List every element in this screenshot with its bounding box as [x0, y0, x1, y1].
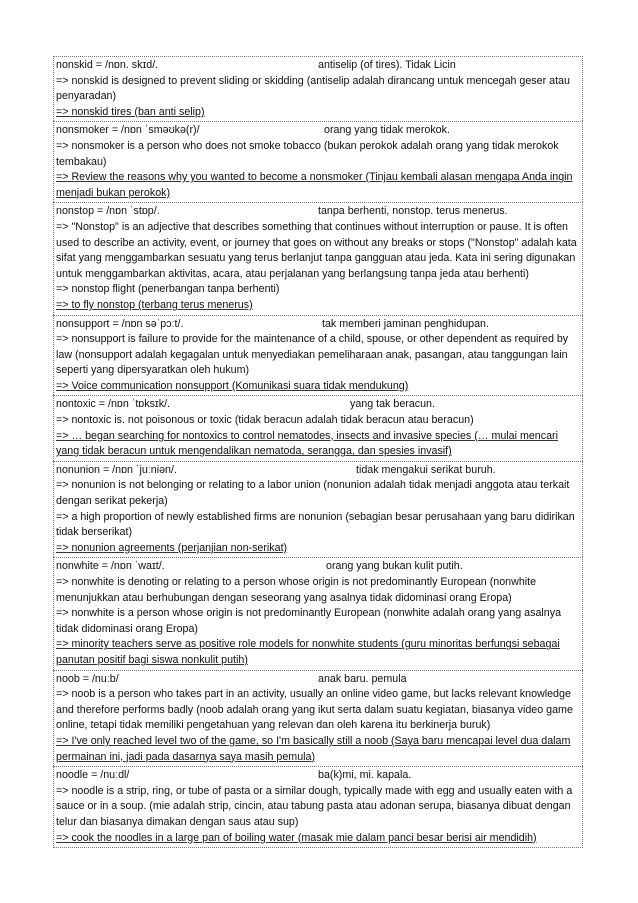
entry-example: => nonwhite is a person whose origin is not predominantly European (nonwhite adalah orang yang asalnya tidak didominasi orang Eropa): [56, 607, 562, 635]
entry-example: => nonunion is not belonging or relating to a labor union (nonunion adalah tidak menjadi anggota atau terkait dengan serikat pekerja): [56, 479, 570, 508]
entry-headword: nonunion = /nɒn ˈjuːniən/.: [56, 463, 177, 476]
entry-translation: tanpa berhenti, nonstop. terus menerus.: [318, 205, 508, 218]
entry-example: => nonwhite is denoting or relating to a person whose origin is not predominantly European (nonwhite menunjukkan atau berhubungan dengan seseorang yang asalnya tidak didominasi orang Eropa): [56, 576, 537, 604]
entry-headword: nonskid = /nɒn. skɪd/.: [56, 59, 159, 71]
entry-example: => noodle is a strip, ring, or tube of pasta or a similar dough, typically made with egg and usually eaten with a sauce or in a soup. (mie adalah strip, cincin, atau tabung pasta atau adonan serupa, biasanya dibuat dengan telur dan biasanya dimakan dengan saus atau sup): [56, 784, 573, 828]
entry-example: => nonstop flight (penerbangan tanpa berhenti): [56, 283, 280, 296]
entry-example: => … began searching for nontoxics to control nematodes, insects and invasive species (… mulai mencari yang tidak beracun untuk mengendalikan nematoda, serangga, dan spesies invasif): [56, 429, 558, 458]
dictionary-entry: [53, 557, 583, 669]
entry-translation: tidak mengakui serikat buruh.: [356, 463, 496, 476]
dictionary-page: [53, 56, 583, 848]
entry-example: => a high proportion of newly established firms are nonunion (sebagian besar perusahaan yang baru didirikan tidak berserikat): [56, 510, 575, 539]
dictionary-entry: [53, 315, 583, 396]
entry-headword: nonsupport = /nɒn səˈpɔːt/.: [56, 317, 184, 330]
entry-headword: noodle = /nuːdl/: [56, 769, 130, 782]
entry-example: => nonsmoker is a person who does not smoke tobacco (bukan perokok adalah orang yang tidak merokok tembakau): [56, 139, 559, 168]
entry-headline: [56, 397, 580, 413]
entry-headword: nonwhite = /nɒn ˈwaɪt/.: [56, 560, 165, 573]
entry-headword: nonsmoker = /nɒn ˈsməʊkə(r)/: [56, 124, 200, 137]
entry-headline: [56, 123, 580, 139]
entry-example: => nonskid tires (ban anti selip): [56, 105, 205, 118]
entry-translation: ba(k)mi, mi. kapala.: [318, 769, 412, 782]
entry-translation: yang tak beracun.: [350, 398, 435, 411]
entry-headword: nontoxic = /nɒn ˈtɒksɪk/.: [56, 398, 171, 411]
entry-headline: [56, 672, 580, 688]
dictionary-entry: [53, 766, 583, 848]
entry-headline: [56, 463, 580, 479]
entry-example: => nonskid is designed to prevent sliding or skidding (antiselip adalah dirancang untuk mencegah geser atau penyaradan): [56, 74, 570, 103]
entry-headline: [56, 58, 580, 74]
entry-example: => Voice communication nonsupport (Komunikasi suara tidak mendukung): [56, 379, 409, 392]
entry-headline: [56, 317, 580, 333]
entry-example: => to fly nonstop (terbang terus menerus): [56, 298, 253, 311]
entry-example: => nonunion agreements (perjanjian non-serikat): [56, 541, 288, 554]
dictionary-entry: [53, 121, 583, 202]
entry-headline: [56, 768, 580, 784]
entry-example: => noob is a person who takes part in an activity, usually an online video game, but lacks relevant knowledge and therefore performs badly (noob adalah orang yang ikut serta dalam suatu kegiatan, biasanya video game online, tetapi tidak memiliki pengetahuan yang relevan dan oleh karena itu berkinerja buruk): [56, 688, 573, 732]
entry-headword: noob = /nuːb/: [56, 672, 119, 685]
dictionary-entry: [53, 461, 583, 558]
dictionary-entry: [53, 670, 583, 767]
entry-translation: antiselip (of tires). Tidak Licin: [318, 59, 456, 71]
entry-example: => nontoxic is. not poisonous or toxic (tidak beracun adalah tidak beracun atau beracun): [56, 414, 474, 427]
entry-example: => cook the noodles in a large pan of boiling water (masak mie dalam panci besar berisi air mendidih): [56, 831, 537, 844]
dictionary-entry: [53, 56, 583, 121]
dictionary-entry: [53, 395, 583, 460]
dictionary-entry: [53, 202, 583, 314]
entry-translation: orang yang bukan kulit putih.: [326, 560, 463, 573]
entry-example: => nonsupport is failure to provide for the maintenance of a child, spouse, or other dependent as required by law (nonsupport adalah kegagalan untuk menyediakan pemeliharaan anak, pasangan, atau tanggungan lain seperti yang dipersyaratkan oleh hukum): [56, 333, 569, 377]
entry-translation: orang yang tidak merokok.: [324, 124, 450, 137]
entry-translation: tak memberi jaminan penghidupan.: [322, 317, 489, 330]
entry-example: => "Nonstop" is an adjective that describes something that continues without interruption or pause. It is often used to describe an activity, event, or journey that goes on without any breaks or stops ("Nonstop" adalah kata sifat yang menggambarkan sesuatu yang terus berlanjut tanpa gangguan atau jeda. Kata ini sering digunakan untuk menggambarkan aktivitas, acara, atau perjalanan yang berlangsung tanpa jeda atau berhenti): [56, 220, 577, 280]
entry-translation: anak baru. pemula: [318, 672, 407, 685]
entry-example: => minority teachers serve as positive role models for nonwhite students (guru minoritas berfungsi sebagai panutan positif bagi siswa nonkulit putih): [56, 638, 560, 666]
entry-headline: [56, 559, 580, 575]
entry-example: => I've only reached level two of the game, so I'm basically still a noob (Saya baru mencapai level dua dalam permainan ini, jadi pada dasarnya saya masih pemula): [56, 734, 571, 763]
entry-headword: nonstop = /nɒn ˈstɒp/.: [56, 205, 160, 218]
entry-headline: [56, 204, 580, 220]
entry-example: => Review the reasons why you wanted to become a nonsmoker (Tinjau kembali alasan mengapa Anda ingin menjadi bukan perokok): [56, 171, 573, 199]
